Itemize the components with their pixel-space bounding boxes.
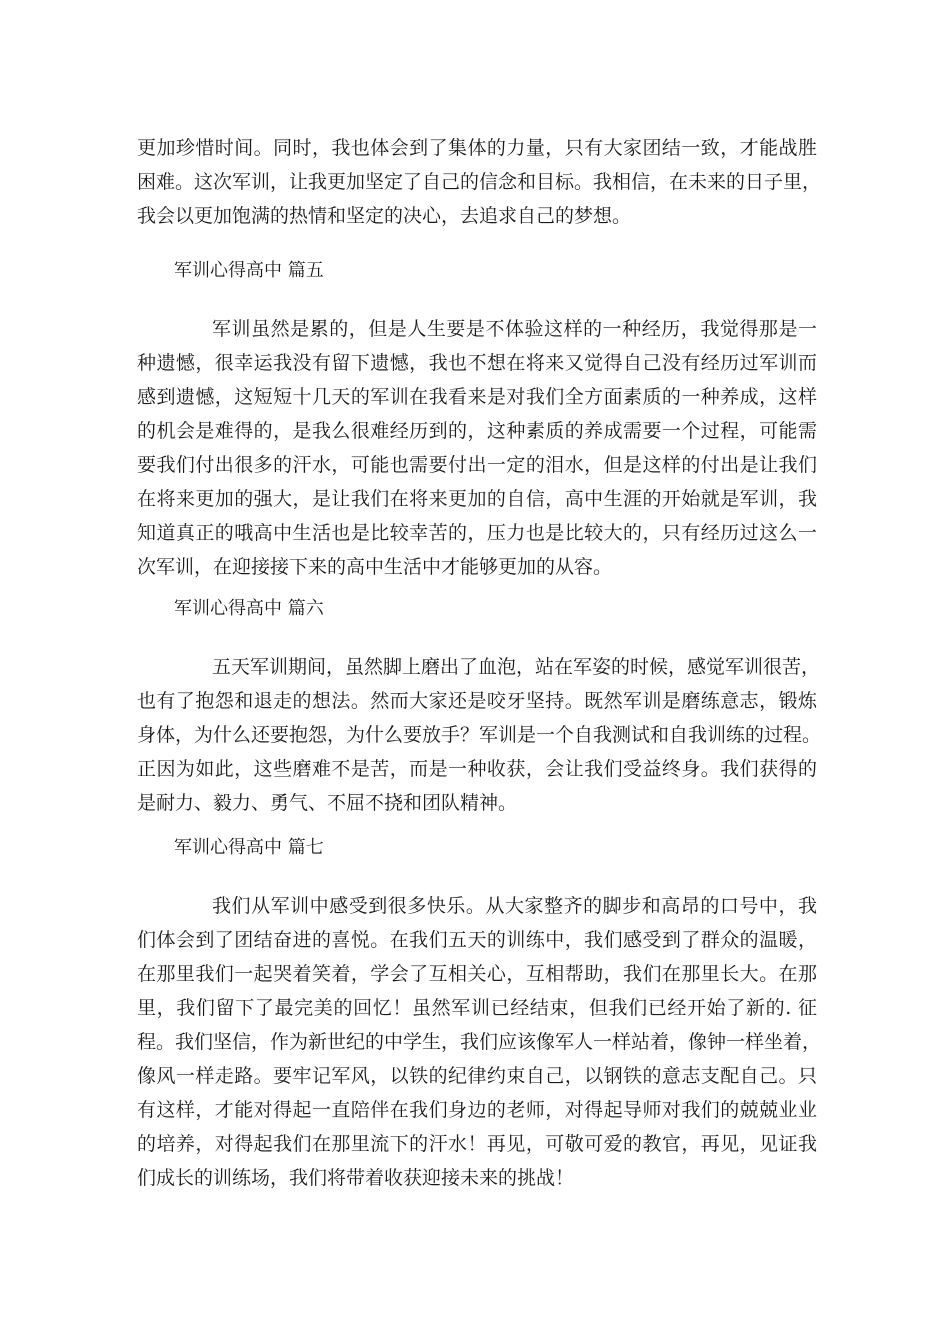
paragraph-line: 也有了抱怨和退走的想法。然而大家还是咬牙坚持。既然军训是磨练意志，锻炼 [137, 690, 817, 712]
paragraph-line: 我会以更加饱满的热情和坚定的决心，去追求自己的梦想。 [137, 205, 632, 227]
paragraph-line: 们成长的训练场，我们将带着收获迎接未来的挑战！ [137, 1167, 575, 1189]
paragraph-line: 的培养，对得起我们在那里流下的汗水！再见，可敬可爱的教官，再见，见证我 [137, 1133, 817, 1155]
paragraph-line: 们体会到了团结奋进的喜悦。在我们五天的训练中，我们感受到了群众的温暖， [137, 929, 817, 951]
paragraph-line: 更加珍惜时间。同时，我也体会到了集体的力量，只有大家团结一致，才能战胜 [137, 137, 817, 159]
paragraph-line: 我们从军训中感受到很多快乐。从大家整齐的脚步和高昂的口号中，我 [212, 895, 817, 917]
section-heading: 军训心得高中 篇七 [174, 837, 324, 858]
paragraph-line: 是耐力、毅力、勇气、不屈不挠和团队精神。 [137, 792, 518, 814]
section-heading: 军训心得高中 篇五 [174, 260, 324, 281]
paragraph-line: 程。我们坚信，作为新世纪的中学生，我们应该像军人一样站着，像钟一样坐着， [137, 1031, 822, 1053]
paragraph-line: 知道真正的哦高中生活也是比较幸苦的，压力也是比较大的，只有经历过这么一 [137, 522, 817, 544]
paragraph-line: 身体，为什么还要抱怨，为什么要放手？军训是一个自我测试和自我训练的过程。 [137, 724, 822, 746]
paragraph-line: 种遗憾，很幸运我没有留下遗憾，我也不想在将来又觉得自己没有经历过军训而 [137, 352, 817, 374]
paragraph-line: 在将来更加的强大，是让我们在将来更加的自信，高中生涯的开始就是军训，我 [137, 488, 817, 510]
paragraph-line: 次军训，在迎接接下来的高中生活中才能够更加的从容。 [137, 556, 613, 578]
section-heading: 军训心得高中 篇六 [174, 598, 324, 619]
paragraph-line: 的机会是难得的，是我么很难经历到的，这种素质的养成需要一个过程，可能需 [137, 420, 817, 442]
paragraph-line: 有这样，才能对得起一直陪伴在我们身边的老师，对得起导师对我们的兢兢业业 [137, 1099, 817, 1121]
paragraph-line: 像风一样走路。要牢记军风，以铁的纪律约束自己，以钢铁的意志支配自己。只 [137, 1065, 817, 1087]
paragraph-line: 在那里我们一起哭着笑着，学会了互相关心，互相帮助，我们在那里长大。在那 [137, 963, 817, 985]
paragraph-line: 里，我们留下了最完美的回忆！虽然军训已经结束，但我们已经开始了新的. 征 [137, 997, 817, 1019]
paragraph-line: 军训虽然是累的，但是人生要是不体验这样的一种经历，我觉得那是一 [212, 318, 817, 340]
paragraph-line: 正因为如此，这些磨难不是苦，而是一种收获，会让我们受益终身。我们获得的 [137, 758, 817, 780]
paragraph-line: 五天军训期间，虽然脚上磨出了血泡，站在军姿的时候，感觉军训很苦， [212, 656, 821, 678]
paragraph-line: 困难。这次军训，让我更加坚定了自己的信念和目标。我相信，在未来的日子里， [137, 171, 822, 193]
paragraph-line: 感到遗憾，这短短十几天的军训在我看来是对我们全方面素质的一种养成，这样 [137, 386, 817, 408]
paragraph-line: 要我们付出很多的汗水，可能也需要付出一定的泪水，但是这样的付出是让我们 [137, 454, 817, 476]
